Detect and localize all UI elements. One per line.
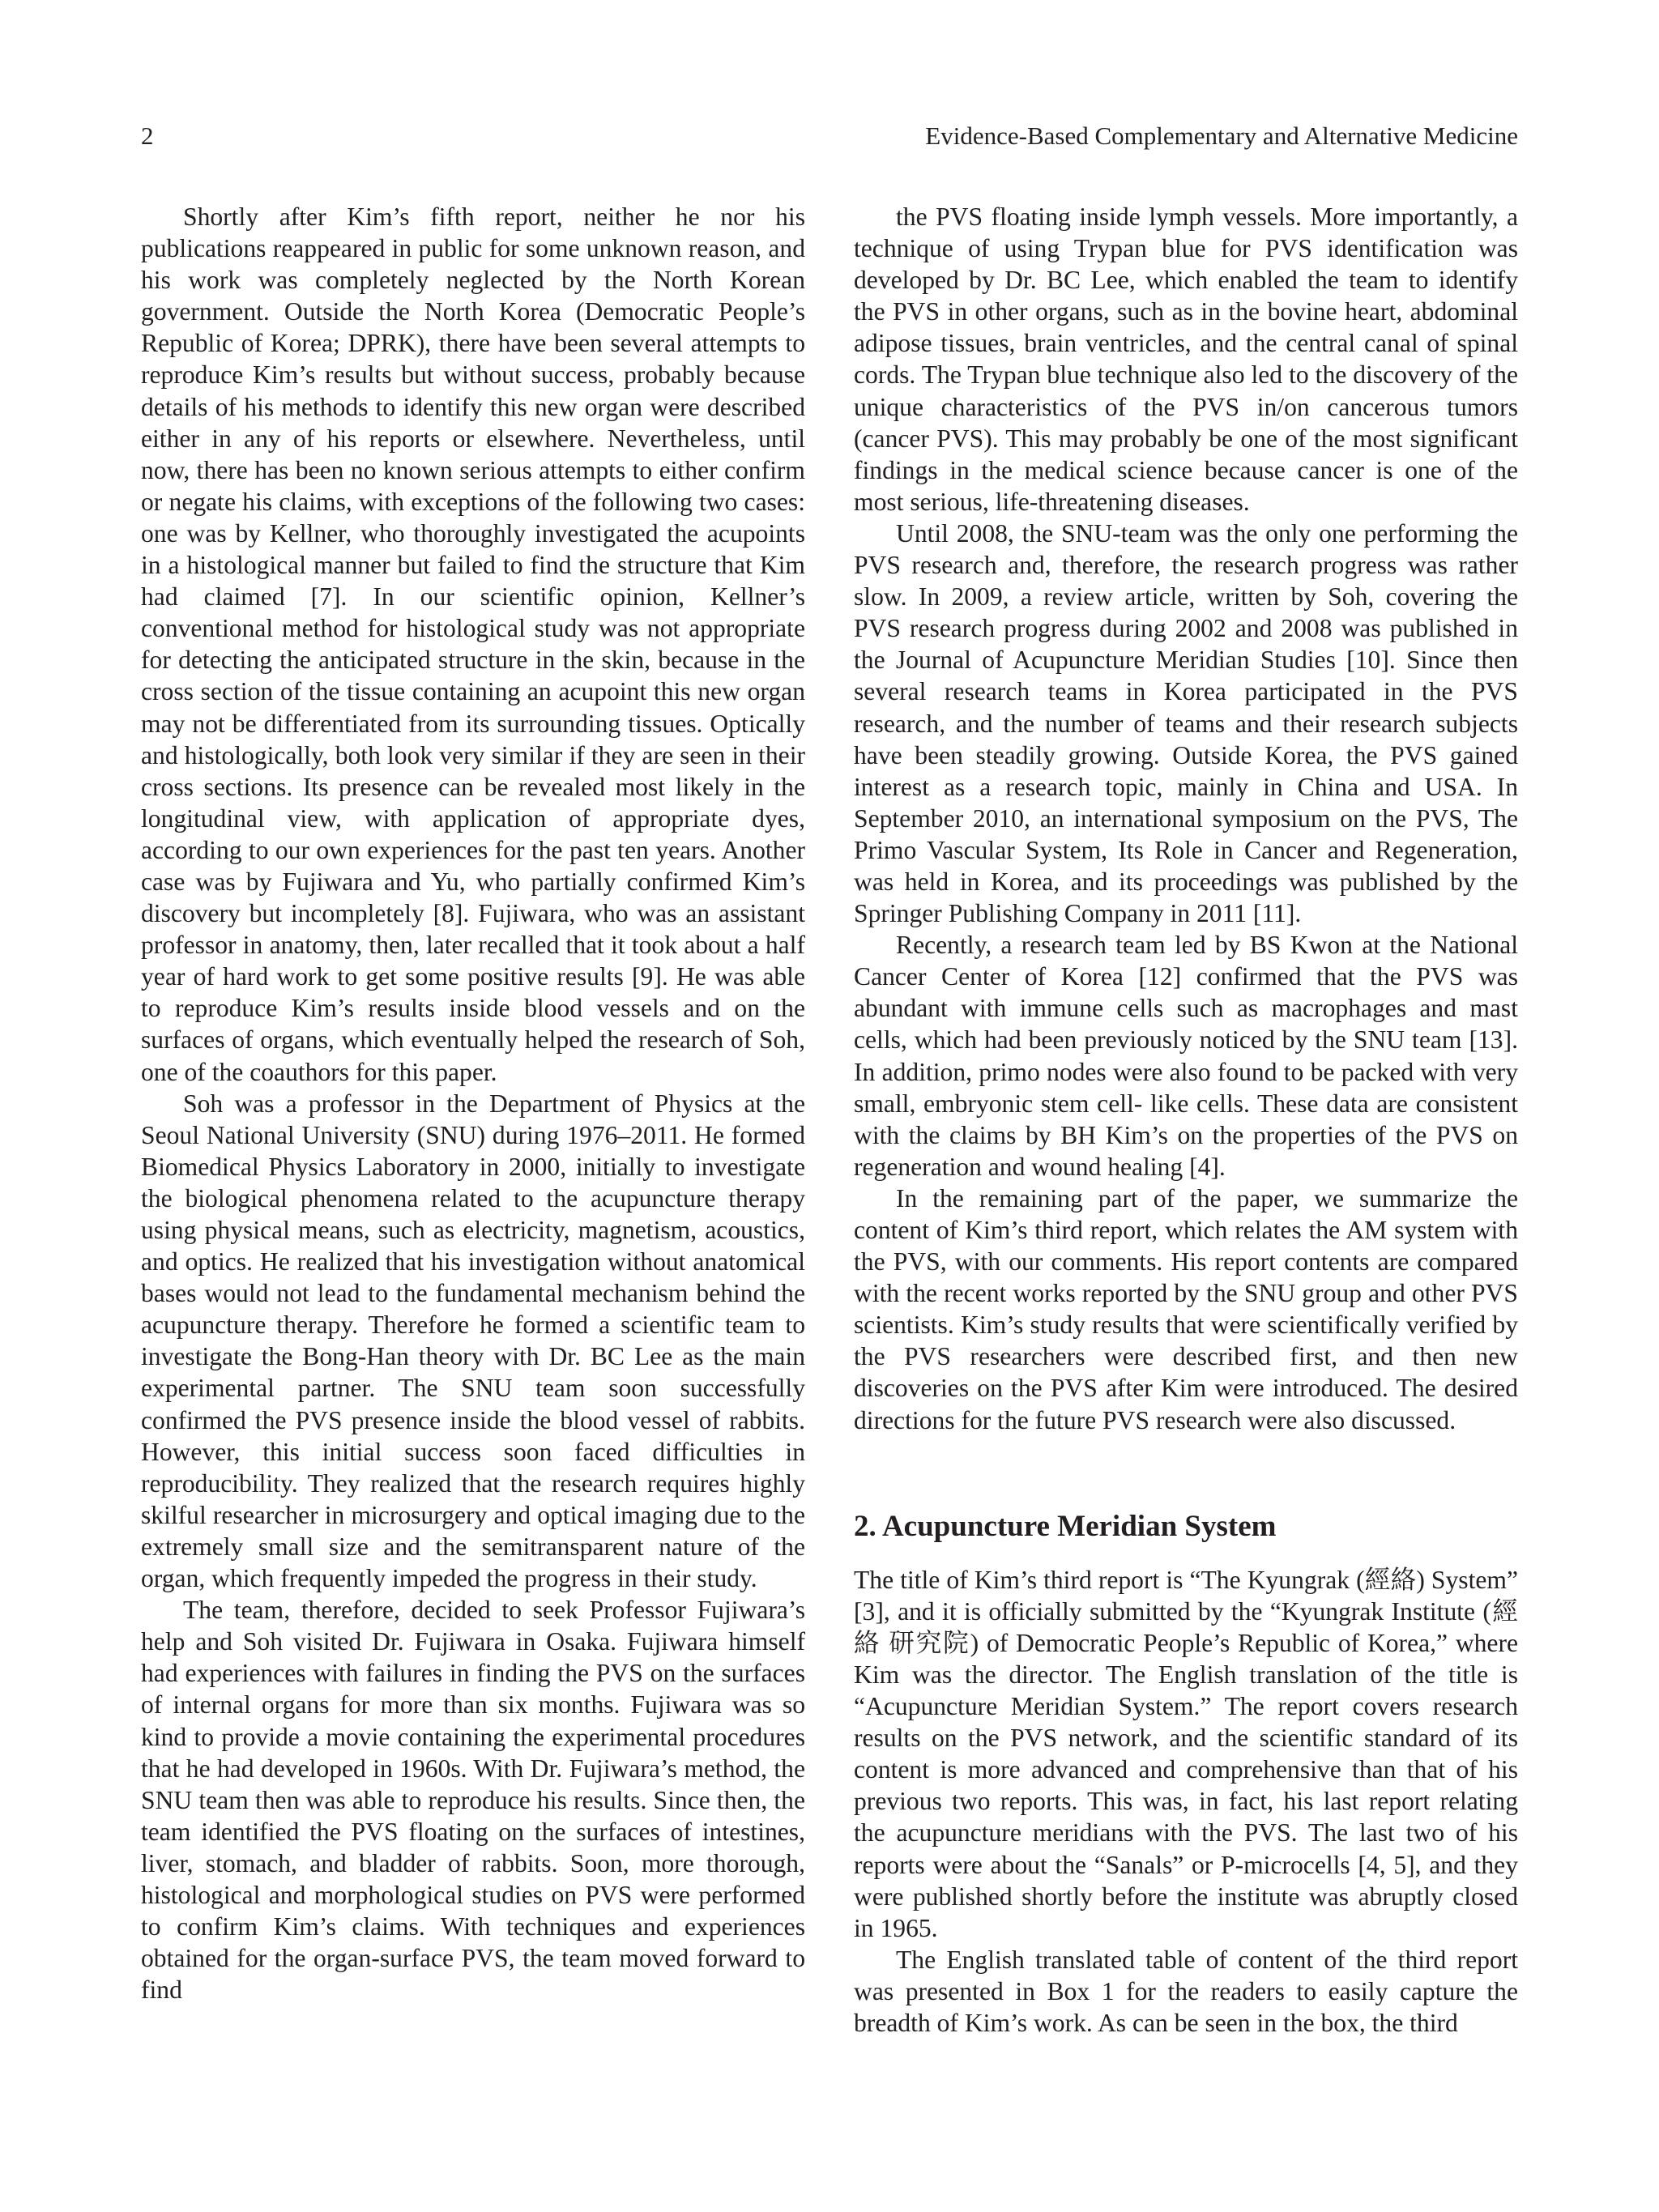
journal-name: Evidence-Based Complementary and Alternative Medicine — [925, 121, 1518, 150]
paragraph: The English translated table of content of the third report was presented in Box 1 for the readers to easily capture the breadth of Kim’s work. As can be seen in the box, the third — [854, 1945, 1518, 2037]
paragraph: Soh was a professor in the Department of Physics at the Seoul National University (SNU) during 1976–2011. He formed Biomedical Physics Laboratory in 2000, initially to investigate the biological phenomena related to the acupuncture therapy using physical means, such as electricity, magnetism, acoustics, and optics. He realized that his investigation without anatomical bases would not lead to the fundamental mechanism behind the acupuncture therapy. Therefore he formed a scientific team to investigate the Bong-Han theory with Dr. BC Lee as the main experimental partner. The SNU team soon successfully confirmed the PVS presence inside the blood vessel of rabbits. However, this initial success soon faced difficulties in reproducibility. They realized that the research requires highly skilful researcher in microsurgery and optical imaging due to the extremely small size and the semitransparent nature of the organ, which frequently impeded the progress in their study. — [141, 1089, 805, 1593]
paragraph: the PVS floating inside lymph vessels. More importantly, a technique of using Trypan blue for PVS identification was developed by Dr. BC Lee, which enabled the team to identify the PVS in other organs, such as in the bovine heart, abdominal adipose tissues, brain ventricles, and the central canal of spinal cords. The Trypan blue technique also led to the discovery of the unique characteristics of the PVS in/on cancerous tumors (cancer PVS). This may probably be one of the most significant findings in the medical science because cancer is one of the most serious, life-threatening diseases. — [854, 202, 1518, 516]
paragraph: The title of Kim’s third report is “The Kyungrak (經絡) System” [3], and it is officially submitted by the “Kyungrak Institute (經絡 研究院) of Democratic People’s Republic of Korea,” where Kim was the director. The English translation of the title is “Acupuncture Meridian System.” The report covers research results on the PVS network, and the scientific standard of its content is more advanced and comprehensive than that of his previous two reports. This was, in fact, his last report relating the acupuncture meridians with the PVS. The last two of his reports were about the “Sanals” or P-microcells [4, 5], and they were published shortly before the institute was abruptly closed in 1965. — [854, 1565, 1518, 1942]
paragraph: The team, therefore, decided to seek Professor Fujiwara’s help and Soh visited Dr. Fujiwara in Osaka. Fujiwara himself had experiences with failures in finding the PVS on the surfaces of internal organs for more than six months. Fujiwara was so kind to provide a movie containing the experimental procedures that he had developed in 1960s. With Dr. Fujiwara’s method, the SNU team then was able to reproduce his results. Since then, the team identified the PVS floating on the surfaces of intestines, liver, stomach, and bladder of rabbits. Soon, more thorough, histological and morphological studies on PVS were performed to confirm Kim’s claims. With techniques and experiences obtained for the organ-surface PVS, the team moved forward to find — [141, 1596, 805, 2005]
section-heading: 2. Acupuncture Meridian System — [854, 1509, 1277, 1543]
right-column — [854, 201, 1518, 2039]
paragraph: Recently, a research team led by BS Kwon at the National Cancer Center of Korea [12] confirmed that the PVS was abundant with immune cells such as macrophages and mast cells, which had been previously noticed by the SNU team [13]. In addition, primo nodes were also found to be packed with very small, embryonic stem cell- like cells. These data are consistent with the claims by BH Kim’s on the properties of the PVS on regeneration and wound healing [4]. — [854, 931, 1518, 1181]
paragraph: Shortly after Kim’s fifth report, neither he nor his publications reappeared in public for some unknown reason, and his work was completely neglected by the North Korean government. Outside the North Korea (Democratic People’s Republic of Korea; DPRK), there have been several attempts to reproduce Kim’s results but without success, probably because details of his methods to identify this new organ were described either in any of his reports or elsewhere. Nevertheless, until now, there has been no known serious attempts to either confirm or negate his claims, with exceptions of the following two cases: one was by Kellner, who thoroughly investigated the acupoints in a histological manner but failed to find the structure that Kim had claimed [7]. In our scientific opinion, Kellner’s conventional method for histological study was not appropriate for detecting the anticipated structure in the skin, because in the cross section of the tissue containing an acupoint this new organ may not be differentiated from its surrounding tissues. Optically and histologically, both look very similar if they are seen in their cross sections. Its presence can be revealed most likely in the longitudinal view, with application of appropriate dyes, according to our own experiences for the past ten years. Another case was by Fujiwara and Yu, who partially confirmed Kim’s discovery but incompletely [8]. Fujiwara, who was an assistant professor in anatomy, then, later recalled that it took about a half year of hard work to get some positive results [9]. He was able to reproduce Kim’s results inside blood vessels and on the surfaces of organs, which eventually helped the research of Soh, one of the coauthors for this paper. — [141, 202, 805, 1086]
paragraph: In the remaining part of the paper, we summarize the content of Kim’s third report, which relates the AM system with the PVS, with our comments. His report contents are compared with the recent works reported by the SNU group and other PVS scientists. Kim’s study results that were scientifically verified by the PVS researchers were described first, and then new discoveries on the PVS after Kim were introduced. The desired directions for the future PVS research were also discussed. — [854, 1183, 1518, 1434]
left-column — [141, 201, 805, 2005]
paragraph: Until 2008, the SNU-team was the only one performing the PVS research and, therefore, the research progress was rather slow. In 2009, a review article, written by Soh, covering the PVS research progress during 2002 and 2008 was published in the Journal of Acupuncture Meridian Studies [10]. Since then several research teams in Korea participated in the PVS research, and the number of teams and their research subjects have been steadily growing. Outside Korea, the PVS gained interest as a research topic, mainly in China and USA. In September 2010, an international symposium on the PVS, The Primo Vascular System, Its Role in Cancer and Regeneration, was held in Korea, and its proceedings was published by the Springer Publishing Company in 2011 [11]. — [854, 518, 1518, 928]
page-number: 2 — [141, 121, 154, 150]
running-head — [141, 120, 1518, 152]
